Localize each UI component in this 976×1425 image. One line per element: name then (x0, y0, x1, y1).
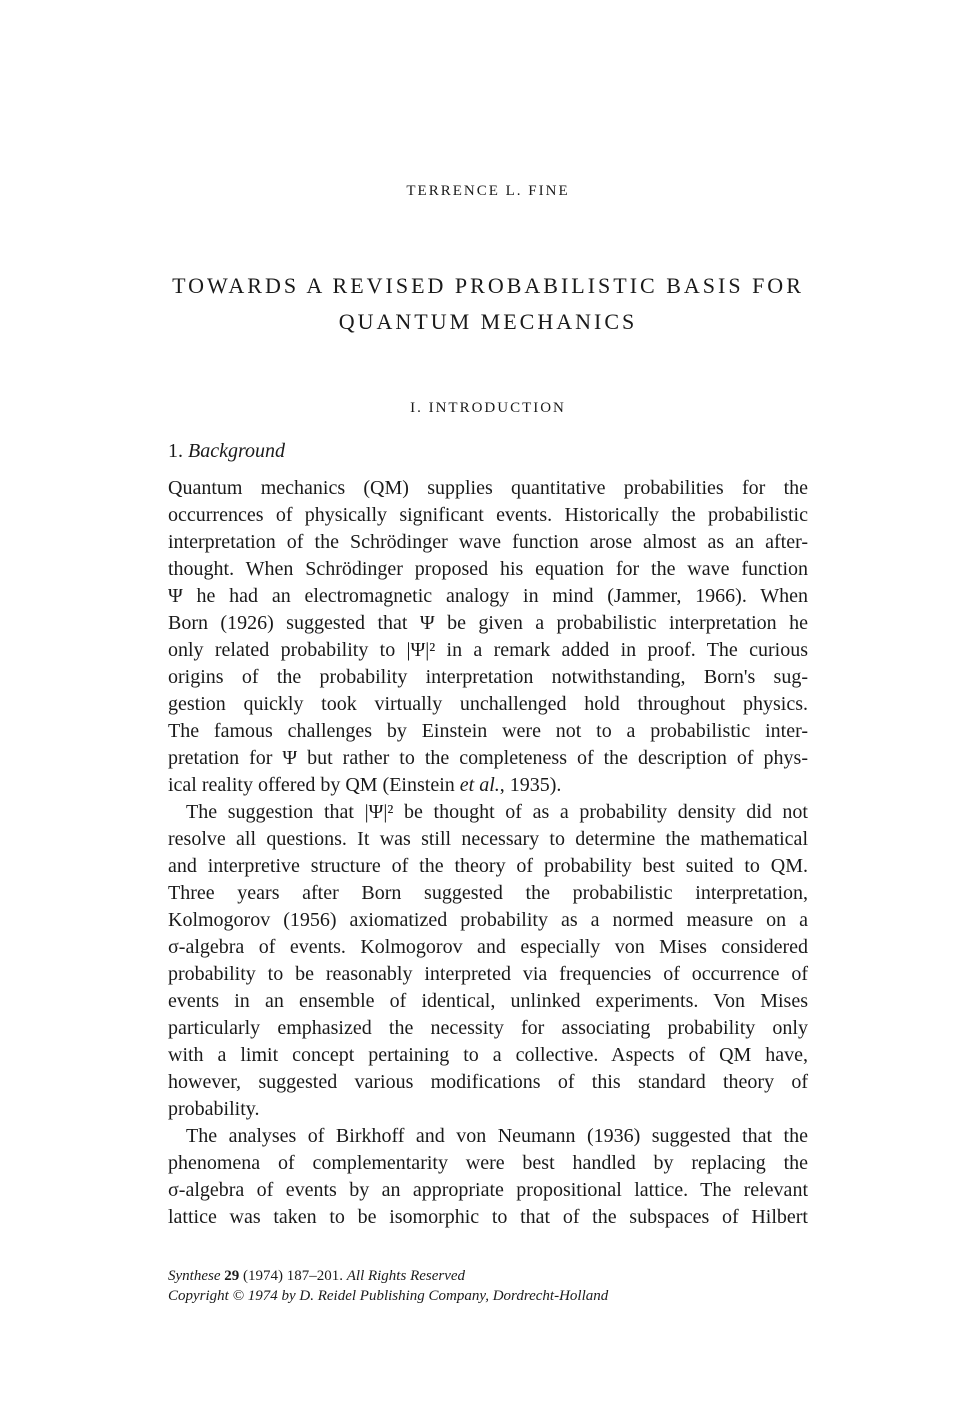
text-line: The suggestion that |Ψ|² be thought of as a probability density did not (186, 801, 808, 823)
text-line: origins of the probability interpretation notwithstanding, Born's sug- (168, 666, 808, 688)
journal-volume: 29 (224, 1268, 240, 1284)
text-line: occurrences of physically significant events. Historically the probabilistic (168, 504, 808, 526)
text-line: probability. (168, 1098, 260, 1120)
text-line: probability to be reasonably interpreted via frequencies of occurrence of (168, 963, 808, 985)
title-line-2: QUANTUM MECHANICS (338, 309, 638, 334)
text-line: pretation for Ψ but rather to the completeness of the description of phys- (168, 747, 808, 769)
body-text (168, 475, 808, 1231)
text-line: Ψ he had an electromagnetic analogy in mind (Jammer, 1966). When (168, 585, 808, 607)
text-line: Three years after Born suggested the probabilistic interpretation, (168, 882, 808, 904)
text-line: The analyses of Birkhoff and von Neumann (1936) suggested that the (186, 1125, 808, 1147)
text-line: Quantum mechanics (QM) supplies quantitative probabilities for the (168, 477, 808, 499)
paper-title (0, 268, 976, 340)
text-line: particularly emphasized the necessity for associating probability only (168, 1017, 808, 1039)
text-line: σ-algebra of events by an appropriate propositional lattice. The relevant (168, 1179, 808, 1201)
subsection-number: 1. (168, 440, 183, 462)
subsection-heading (168, 440, 285, 463)
text-line: phenomena of complementarity were best handled by replacing the (168, 1152, 808, 1174)
text-line: only related probability to |Ψ|² in a remark added in proof. The curious (168, 639, 808, 661)
journal-name: Synthese (168, 1268, 221, 1284)
text-line: The famous challenges by Einstein were not to a probabilistic inter- (168, 720, 808, 742)
text-fragment: ical reality offered by QM (Einstein (168, 774, 460, 796)
text-line: σ-algebra of events. Kolmogorov and especially von Mises considered (168, 936, 808, 958)
text-line: Born (1926) suggested that Ψ be given a probabilistic interpretation he (168, 612, 808, 634)
text-line: thought. When Schrödinger proposed his equation for the wave function (168, 558, 808, 580)
title-line-1: TOWARDS A REVISED PROBABILISTIC BASIS FOR (172, 273, 804, 298)
text-fragment: , 1935). (499, 774, 562, 796)
text-line: with a limit concept pertaining to a collective. Aspects of QM have, (168, 1044, 808, 1066)
rights-notice: All Rights Reserved (346, 1268, 466, 1284)
footer-citation (168, 1266, 608, 1306)
citation-italic: et al. (459, 774, 500, 796)
copyright-notice: Copyright © 1974 by D. Reidel Publishing Company, Dordrecht-Holland (168, 1288, 609, 1304)
text-line: resolve all questions. It was still necessary to determine the mathematical (168, 828, 808, 850)
text-line: lattice was taken to be isomorphic to that of the subspaces of Hilbert (168, 1206, 808, 1228)
text-line: interpretation of the Schrödinger wave function arose almost as an after- (168, 531, 808, 553)
text-line (168, 772, 808, 799)
text-line: gestion quickly took virtually unchallenged hold throughout physics. (168, 693, 808, 715)
journal-year-pages: (1974) 187–201. (239, 1268, 347, 1284)
footer-line-1 (168, 1266, 608, 1286)
text-line: events in an ensemble of identical, unlinked experiments. Von Mises (168, 990, 808, 1012)
subsection-title: Background (188, 440, 286, 462)
text-line: Kolmogorov (1956) axiomatized probability as a normed measure on a (168, 909, 808, 931)
text-line: however, suggested various modifications of this standard theory of (168, 1071, 808, 1093)
text-line: and interpretive structure of the theory of probability best suited to QM. (168, 855, 808, 877)
author-name: TERRENCE L. FINE (406, 183, 570, 199)
section-heading: I. INTRODUCTION (410, 400, 566, 416)
